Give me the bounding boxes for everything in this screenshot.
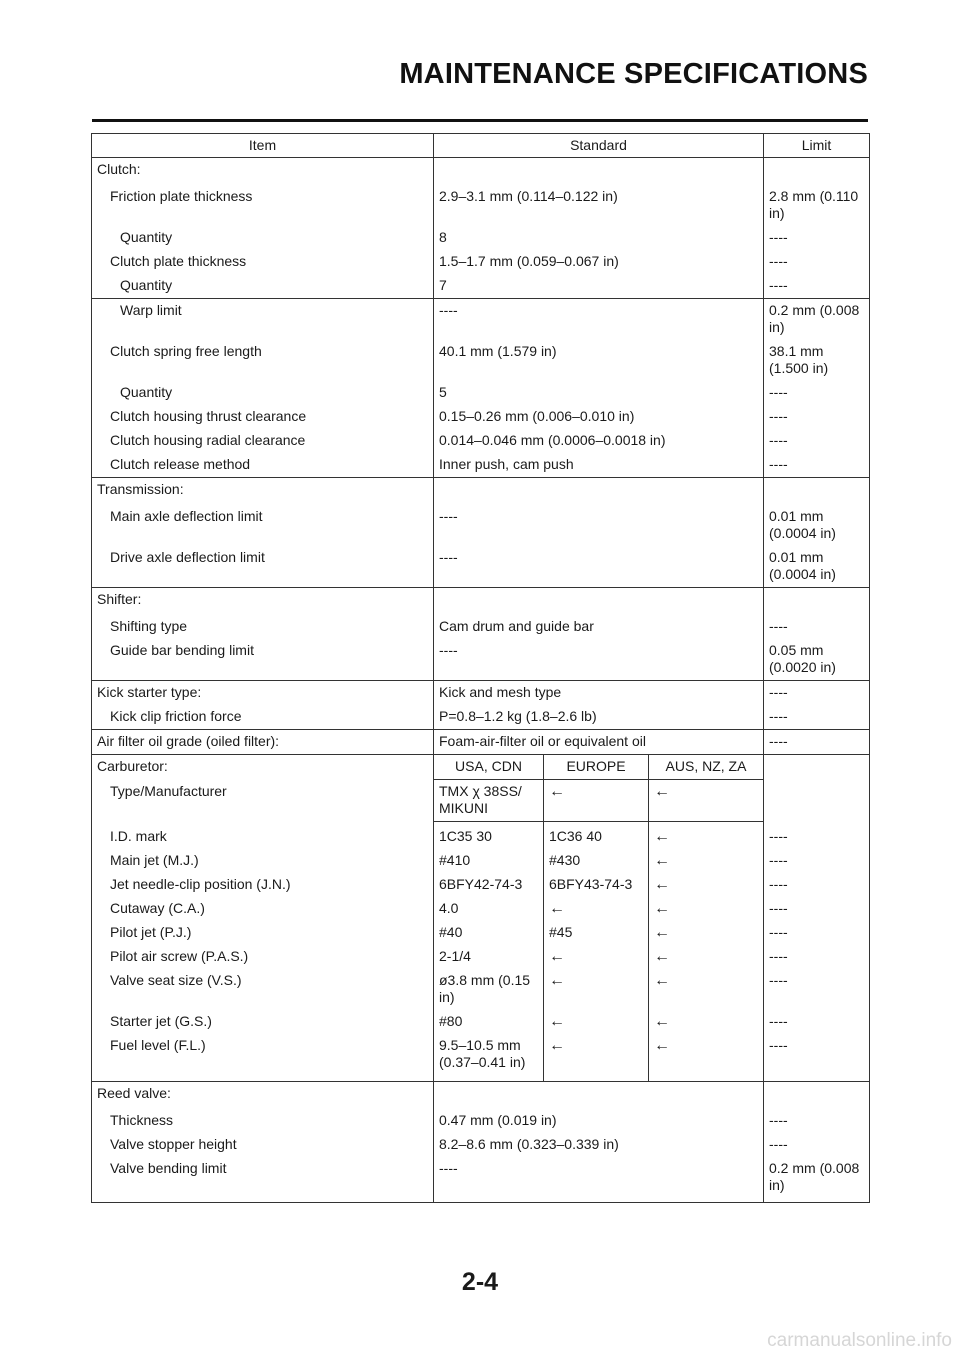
row-item: Drive axle deflection limit bbox=[92, 546, 434, 588]
section-label: Carburetor: bbox=[92, 755, 434, 780]
table-row bbox=[92, 502, 870, 546]
row-standard: 0.15–0.26 mm (0.006–0.010 in) bbox=[434, 405, 764, 429]
row-limit: ---- bbox=[764, 1106, 870, 1133]
table-row bbox=[92, 897, 870, 921]
page-number: 2-4 bbox=[461, 1268, 499, 1296]
table-row bbox=[92, 969, 870, 1010]
row-item: Thickness bbox=[92, 1106, 434, 1133]
row-europe: 6BFY43-74-3 bbox=[544, 873, 649, 897]
section-kick-starter bbox=[92, 681, 870, 706]
row-item: Cutaway (C.A.) bbox=[92, 897, 434, 921]
row-item: Valve bending limit bbox=[92, 1157, 434, 1203]
table-row bbox=[92, 299, 870, 341]
table-row bbox=[92, 546, 870, 588]
table-header-row bbox=[92, 134, 870, 158]
row-limit: ---- bbox=[764, 681, 870, 706]
table-row bbox=[92, 780, 870, 822]
row-aus: ← bbox=[649, 969, 764, 1010]
row-usa-cdn: 9.5–10.5 mm (0.37–0.41 in) bbox=[434, 1034, 544, 1082]
row-usa-cdn: #410 bbox=[434, 849, 544, 873]
row-limit: ---- bbox=[764, 612, 870, 639]
table-row bbox=[92, 849, 870, 873]
row-item: Clutch release method bbox=[92, 453, 434, 478]
row-limit bbox=[764, 780, 870, 822]
table-row bbox=[92, 1106, 870, 1133]
row-standard: 40.1 mm (1.579 in) bbox=[434, 340, 764, 381]
section-label: Reed valve: bbox=[92, 1082, 434, 1107]
row-item: Guide bar bending limit bbox=[92, 639, 434, 681]
row-standard: 2.9–3.1 mm (0.114–0.122 in) bbox=[434, 182, 764, 226]
row-usa-cdn: #80 bbox=[434, 1010, 544, 1034]
row-standard: 8 bbox=[434, 226, 764, 250]
row-limit: 0.01 mm (0.0004 in) bbox=[764, 546, 870, 588]
header-item: Item bbox=[92, 134, 434, 158]
row-europe: ← bbox=[544, 1010, 649, 1034]
row-europe: #430 bbox=[544, 849, 649, 873]
row-item: Clutch housing thrust clearance bbox=[92, 405, 434, 429]
header-standard: Standard bbox=[434, 134, 764, 158]
section-carburetor bbox=[92, 755, 870, 780]
row-item: Shifting type bbox=[92, 612, 434, 639]
table-row bbox=[92, 1133, 870, 1157]
row-item: Warp limit bbox=[92, 299, 434, 341]
section-air-filter bbox=[92, 730, 870, 755]
row-limit: ---- bbox=[764, 873, 870, 897]
row-limit: 0.01 mm (0.0004 in) bbox=[764, 502, 870, 546]
region-usa-cdn: USA, CDN bbox=[434, 755, 544, 780]
row-standard: Foam-air-filter oil or equivalent oil bbox=[434, 730, 764, 755]
row-item: Quantity bbox=[92, 274, 434, 299]
row-limit: ---- bbox=[764, 381, 870, 405]
table-row bbox=[92, 921, 870, 945]
row-standard: Cam drum and guide bar bbox=[434, 612, 764, 639]
row-usa-cdn: 1C35 30 bbox=[434, 822, 544, 850]
row-item: Main jet (M.J.) bbox=[92, 849, 434, 873]
row-limit: ---- bbox=[764, 250, 870, 274]
table-row bbox=[92, 639, 870, 681]
row-item: Main axle deflection limit bbox=[92, 502, 434, 546]
section-label: Shifter: bbox=[92, 588, 434, 613]
row-limit: ---- bbox=[764, 1010, 870, 1034]
section-label: Air filter oil grade (oiled filter): bbox=[92, 730, 434, 755]
row-limit: ---- bbox=[764, 453, 870, 478]
row-usa-cdn: TMX χ 38SS/ MIKUNI bbox=[434, 780, 544, 822]
row-item: Fuel level (F.L.) bbox=[92, 1034, 434, 1082]
row-item: Friction plate thickness bbox=[92, 182, 434, 226]
table-row bbox=[92, 405, 870, 429]
table-row bbox=[92, 1034, 870, 1082]
row-limit: 2.8 mm (0.110 in) bbox=[764, 182, 870, 226]
row-usa-cdn: 2-1/4 bbox=[434, 945, 544, 969]
row-item: I.D. mark bbox=[92, 822, 434, 850]
table-row bbox=[92, 705, 870, 730]
row-limit: ---- bbox=[764, 921, 870, 945]
section-shifter bbox=[92, 588, 870, 613]
row-aus: ← bbox=[649, 873, 764, 897]
row-limit: ---- bbox=[764, 897, 870, 921]
row-usa-cdn: #40 bbox=[434, 921, 544, 945]
row-limit: ---- bbox=[764, 849, 870, 873]
row-aus: ← bbox=[649, 897, 764, 921]
row-standard: 8.2–8.6 mm (0.323–0.339 in) bbox=[434, 1133, 764, 1157]
section-label: Clutch: bbox=[92, 158, 434, 183]
watermark: carmanualsonline.info bbox=[767, 1330, 952, 1351]
row-standard: 0.47 mm (0.019 in) bbox=[434, 1106, 764, 1133]
section-reed-valve bbox=[92, 1082, 870, 1107]
row-item: Valve seat size (V.S.) bbox=[92, 969, 434, 1010]
row-item: Clutch housing radial clearance bbox=[92, 429, 434, 453]
row-europe: #45 bbox=[544, 921, 649, 945]
table-row bbox=[92, 1157, 870, 1203]
row-aus: ← bbox=[649, 849, 764, 873]
row-limit: ---- bbox=[764, 730, 870, 755]
row-standard: ---- bbox=[434, 639, 764, 681]
region-europe: EUROPE bbox=[544, 755, 649, 780]
row-limit: 0.2 mm (0.008 in) bbox=[764, 1157, 870, 1203]
table-row bbox=[92, 182, 870, 226]
table-row bbox=[92, 1010, 870, 1034]
table-row bbox=[92, 226, 870, 250]
specifications-table bbox=[91, 133, 870, 1203]
row-standard: 5 bbox=[434, 381, 764, 405]
row-item: Quantity bbox=[92, 226, 434, 250]
row-item: Clutch spring free length bbox=[92, 340, 434, 381]
table-row bbox=[92, 274, 870, 299]
row-limit: ---- bbox=[764, 226, 870, 250]
table-row bbox=[92, 612, 870, 639]
row-item: Quantity bbox=[92, 381, 434, 405]
row-aus: ← bbox=[649, 1010, 764, 1034]
row-europe: ← bbox=[544, 945, 649, 969]
row-standard: ---- bbox=[434, 546, 764, 588]
title-rule bbox=[92, 119, 868, 122]
row-usa-cdn: 4.0 bbox=[434, 897, 544, 921]
table-row bbox=[92, 381, 870, 405]
row-standard: Inner push, cam push bbox=[434, 453, 764, 478]
table-row bbox=[92, 340, 870, 381]
row-aus: ← bbox=[649, 945, 764, 969]
row-limit: 38.1 mm (1.500 in) bbox=[764, 340, 870, 381]
header-limit: Limit bbox=[764, 134, 870, 158]
table-row bbox=[92, 453, 870, 478]
row-standard: ---- bbox=[434, 502, 764, 546]
row-limit: ---- bbox=[764, 405, 870, 429]
row-limit: 0.2 mm (0.008 in) bbox=[764, 299, 870, 341]
section-clutch bbox=[92, 158, 870, 183]
table-row bbox=[92, 873, 870, 897]
row-item: Valve stopper height bbox=[92, 1133, 434, 1157]
row-limit: ---- bbox=[764, 822, 870, 850]
row-aus: ← bbox=[649, 921, 764, 945]
row-europe: ← bbox=[544, 897, 649, 921]
row-item: Kick clip friction force bbox=[92, 705, 434, 730]
row-europe: ← bbox=[544, 780, 649, 822]
row-item: Pilot air screw (P.A.S.) bbox=[92, 945, 434, 969]
row-usa-cdn: ø3.8 mm (0.15 in) bbox=[434, 969, 544, 1010]
row-item: Pilot jet (P.J.) bbox=[92, 921, 434, 945]
row-item: Starter jet (G.S.) bbox=[92, 1010, 434, 1034]
row-limit: 0.05 mm (0.0020 in) bbox=[764, 639, 870, 681]
row-europe: ← bbox=[544, 1034, 649, 1082]
row-limit: ---- bbox=[764, 429, 870, 453]
row-standard: ---- bbox=[434, 1157, 764, 1203]
row-limit: ---- bbox=[764, 274, 870, 299]
row-limit: ---- bbox=[764, 1034, 870, 1082]
row-standard: P=0.8–1.2 kg (1.8–2.6 lb) bbox=[434, 705, 764, 730]
page-title: MAINTENANCE SPECIFICATIONS bbox=[399, 58, 868, 90]
row-aus: ← bbox=[649, 822, 764, 850]
row-europe: 1C36 40 bbox=[544, 822, 649, 850]
row-limit: ---- bbox=[764, 1133, 870, 1157]
row-item: Clutch plate thickness bbox=[92, 250, 434, 274]
row-standard: Kick and mesh type bbox=[434, 681, 764, 706]
row-item: Type/Manufacturer bbox=[92, 780, 434, 822]
row-limit: ---- bbox=[764, 945, 870, 969]
table-row bbox=[92, 945, 870, 969]
row-standard: 1.5–1.7 mm (0.059–0.067 in) bbox=[434, 250, 764, 274]
row-standard: 7 bbox=[434, 274, 764, 299]
row-aus: ← bbox=[649, 1034, 764, 1082]
row-usa-cdn: 6BFY42-74-3 bbox=[434, 873, 544, 897]
row-aus: ← bbox=[649, 780, 764, 822]
table-row bbox=[92, 429, 870, 453]
section-transmission bbox=[92, 478, 870, 503]
row-standard: ---- bbox=[434, 299, 764, 341]
section-label: Transmission: bbox=[92, 478, 434, 503]
section-label: Kick starter type: bbox=[92, 681, 434, 706]
row-limit: ---- bbox=[764, 705, 870, 730]
row-limit: ---- bbox=[764, 969, 870, 1010]
table-row bbox=[92, 250, 870, 274]
row-europe: ← bbox=[544, 969, 649, 1010]
row-standard: 0.014–0.046 mm (0.0006–0.0018 in) bbox=[434, 429, 764, 453]
region-aus-nz-za: AUS, NZ, ZA bbox=[649, 755, 764, 780]
table-row bbox=[92, 822, 870, 850]
row-item: Jet needle-clip position (J.N.) bbox=[92, 873, 434, 897]
